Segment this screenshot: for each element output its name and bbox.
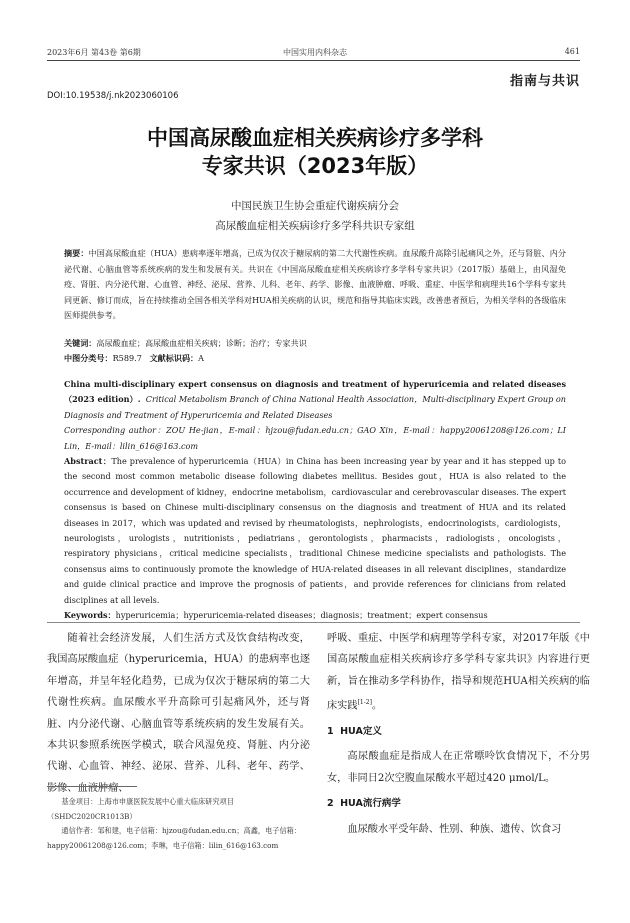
intro-cont-end: 。: [371, 700, 383, 712]
english-keywords-label: Keywords：: [64, 610, 116, 621]
page-number: 461: [564, 47, 580, 56]
article-title-line2: 专家共识（2023年版）: [201, 154, 429, 178]
abstract-cn-text: 中国高尿酸血症（HUA）患病率逐年增高，已成为仅次于糖尿病的第二大代谢性疾病。血尿酸升高除引起痛风之外，还与肾脏、内分泌代谢、心脑血管等系统疾病的发生和发展有关。共识在《中国高尿酸血症相关疾病诊疗多学科专家共识》（2017版）基础上，由风湿免疫、肾脏、内分泌代谢、心血管、神经、泌尿、营养、儿科、老年、药学、影像、血液肿瘤、呼吸、重症、中医学和病理共16个学科专家共同更新、修订而成，旨在持续推动全国各相关学科对HUA相关疾病的认识，规范和指导其临床实践，改善患者预后，为相关学科的各级临床医师提供参考。: [64, 248, 566, 321]
section-1-paragraph: 高尿酸血症是指成人在正常嘌呤饮食情况下，不分男女，非同日2次空腹血尿酸水平超过420 μmol/L。: [327, 751, 590, 784]
english-abstract-label: Abstract：: [64, 456, 112, 467]
footnote: [47, 795, 310, 853]
author-group: 高尿酸血症相关疾病诊疗多学科共识专家组: [215, 220, 415, 232]
footnote-fund: 基金项目：上海市申康医院发展中心重大临床研究项目（SHDC2020CR1013B）: [47, 797, 234, 821]
running-header-issue: 2023年6月 第43卷 第6期: [47, 48, 141, 57]
english-keywords-text: hyperuricemia；hyperuricemia-related diseases；diagnosis；treatment；expert consensus: [115, 610, 488, 621]
header-rule: [47, 60, 580, 61]
keywords-cn: [64, 336, 566, 352]
english-abstract-text: The prevalence of hyperuricemia（HUA）in China has been increasing year by year and it has stepped up to the second most common metabolic disease following diabetes mellitus. Besides gout，HUA is also related to the occurrence and development of kidney，endocrine metabolism，cardiovascular and cerebrovascular diseases. The expert consensus is based on Chinese multi-disciplinary consensus on the diagnosis and treatment of HUA and its related diseases in 2017，which was updated and revised by rheumatologists，nephrologists，endocrinologists，cardiologists，neurologists，urologists，nutritionists，pediatrians，gerontologists，pharmacists，radiologists，oncologists，respiratory physicians，critical medicine specialists，traditional Chinese medicine specialists and pathologists. The consensus aims to continuously promote the knowledge of HUA-related diseases in all relevant disciplines，standardize and guide clinical practice and improve the prognosis of patients，and provide references for clinicians from related disciplines at all levels.: [64, 456, 566, 605]
english-title: China multi-disciplinary expert consensus on diagnosis and treatment of hyperuricemia and related diseases（2023 edition）.: [64, 379, 566, 405]
section-2-number: 2: [327, 798, 334, 810]
section-heading-1: [327, 721, 590, 742]
english-corresponding: Corresponding author：ZOU He-jian，E-mail：hjzou@fudan.edu.cn；GAO Xin，E-mail：happy20061208@126.com；LI Lin，E-mail：lilin_616@163.com: [64, 425, 566, 451]
abstract-cn-label: 摘要：: [64, 248, 89, 258]
abstract-cn: [64, 246, 566, 324]
clc-value: R589.7: [112, 353, 142, 363]
citation-ref[interactable]: [1-2]: [357, 699, 372, 707]
intro-cont-text: 呼吸、重症、中医学和病理等学科专家，对2017年版《中国高尿酸血症相关疾病诊疗多学科专家共识》内容进行更新，旨在推动多学科协作，指导和规范HUA相关疾病的临床实践: [327, 633, 590, 712]
running-header-journal: 中国实用内科杂志: [283, 48, 347, 57]
abstract-divider: [47, 622, 580, 623]
section-2-paragraph: 血尿酸水平受年龄、性别、种族、遗传、饮食习: [347, 823, 562, 835]
keywords-cn-label: 关键词：: [64, 338, 97, 348]
english-authorship: Critical Metabolism Branch of China National Health Association，Multi-disciplinary Expert Group on Diagnosis and Treatment of Hyperuricemia and Related Diseases: [64, 394, 566, 420]
keywords-cn-text: 高尿酸血症；高尿酸血症相关疾病；诊断；治疗；专家共识: [96, 338, 307, 348]
footnote-authors: 通信作者：邹和建，电子信箱：hjzou@fudan.edu.cn；高鑫，电子信箱：happy20061208@126.com；李琳，电子信箱：lilin_616@163.com: [47, 826, 302, 850]
author-organization: 中国民族卫生协会重症代谢疾病分会: [231, 200, 399, 212]
doi[interactable]: DOI:10.19538/j.nk2023060106: [47, 91, 179, 101]
english-abstract-block: [64, 377, 566, 624]
section-1-title: HUA定义: [340, 726, 382, 738]
doc-code-label: 文献标识码：: [149, 353, 199, 363]
body-column-left: [47, 628, 310, 799]
body-paragraph-intro-cont: [327, 628, 590, 717]
section-2-title: HUA流行病学: [340, 798, 401, 810]
classification-cn: [64, 351, 566, 367]
section-1-number: 1: [327, 726, 334, 738]
article-title-line1: 中国高尿酸血症相关疾病诊疗多学科: [147, 126, 483, 150]
body-column-right: [327, 628, 590, 840]
footnote-rule: [47, 786, 137, 787]
clc-label: 中图分类号：: [64, 353, 113, 363]
section-label: 指南与共识: [509, 74, 580, 89]
doc-code-value: A: [198, 353, 204, 363]
body-paragraph-intro: 随着社会经济发展，人们生活方式及饮食结构改变，我国高尿酸血症（hyperuricemia，HUA）的患病率也逐年增高，并呈年轻化趋势，已成为仅次于糖尿病的第二大代谢性疾病。血尿酸水平升高除可引起痛风外，还与肾脏、内分泌代谢、心脑血管等系统疾病的发生发展有关。本共识参照系统医学模式，联合风湿免疫、肾脏、内分泌代谢、心血管、神经、泌尿、营养、儿科、老年、药学、影像、血液肿瘤、: [47, 633, 310, 794]
section-heading-2: [327, 793, 590, 814]
